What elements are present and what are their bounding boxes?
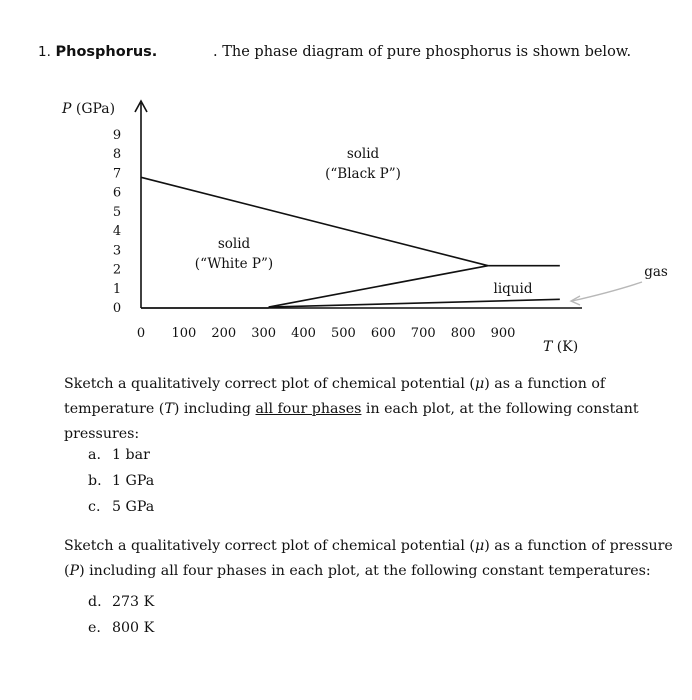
mu-symbol: μ	[474, 376, 485, 392]
gas-pointer-arrow	[572, 282, 642, 301]
list-item-e: e. 800 K	[88, 620, 155, 636]
prompt-pressure: Sketch a qualitatively correct plot of chemical potential (μ) as a function of pressure (P) including all four phases in each plot, at the following constant temperatures:	[64, 538, 673, 579]
x-tick-600: 600	[370, 326, 396, 341]
y-tick-0: 0	[112, 301, 122, 316]
y-tick-7: 7	[112, 166, 122, 182]
region-black-p-line1: solid	[346, 146, 380, 162]
x-tick-900: 900	[490, 326, 516, 341]
y-axis-label: P (GPa)	[62, 101, 116, 117]
x-tick-300: 300	[251, 326, 277, 341]
region-liquid: liquid	[493, 281, 533, 297]
y-tick-labels	[113, 128, 121, 316]
underlined-phrase: all four phases	[255, 401, 362, 417]
y-tick-1: 1	[112, 281, 122, 297]
x-tick-400: 400	[291, 326, 316, 341]
t-symbol: T	[164, 401, 174, 417]
boundary-white-liquid	[269, 266, 488, 307]
region-white-p-line2: (“White P”)	[194, 256, 274, 272]
y-tick-2: 2	[112, 262, 122, 278]
x-tick-700: 700	[410, 326, 436, 341]
region-black-p-line2: (“Black P”)	[325, 166, 401, 182]
x-tick-500: 500	[331, 326, 356, 341]
question-number: 1.	[38, 44, 51, 60]
x-tick-200: 200	[211, 326, 237, 341]
p-symbol: P	[69, 563, 80, 579]
list-item-a: a. 1 bar	[88, 447, 150, 463]
y-tick-6: 6	[112, 185, 122, 201]
y-tick-3: 3	[112, 243, 122, 259]
y-tick-8: 8	[112, 147, 122, 163]
x-axis-label: T (K)	[543, 339, 579, 355]
x-tick-800: 800	[450, 326, 476, 341]
x-tick-100: 100	[171, 326, 197, 341]
region-gas: gas	[644, 264, 668, 280]
mu-symbol-2: μ	[474, 538, 485, 554]
x-tick-0: 0	[136, 326, 146, 341]
list-item-b: b. 1 GPa	[88, 473, 155, 489]
list-item-c: c. 5 GPa	[88, 499, 155, 515]
pressure-list	[64, 447, 154, 525]
y-tick-9: 9	[112, 128, 122, 143]
y-tick-5: 5	[112, 204, 122, 220]
list-item-d: d. 273 K	[88, 594, 155, 610]
boundary-liquid-gas	[269, 299, 560, 307]
question-title: Phosphorus.	[55, 44, 158, 60]
region-white-p-line1: solid	[217, 236, 251, 252]
prompt-temperature: Sketch a qualitatively correct plot of chemical potential (μ) as a function of temperature (T) including all four phases in each plot, at the following constant pressures:	[64, 376, 639, 442]
boundary-black-white	[141, 177, 488, 265]
y-tick-4: 4	[112, 224, 122, 240]
x-tick-labels	[137, 326, 516, 341]
temperature-list	[64, 594, 154, 646]
question-intro: . The phase diagram of pure phosphorus is shown below.	[213, 44, 632, 60]
